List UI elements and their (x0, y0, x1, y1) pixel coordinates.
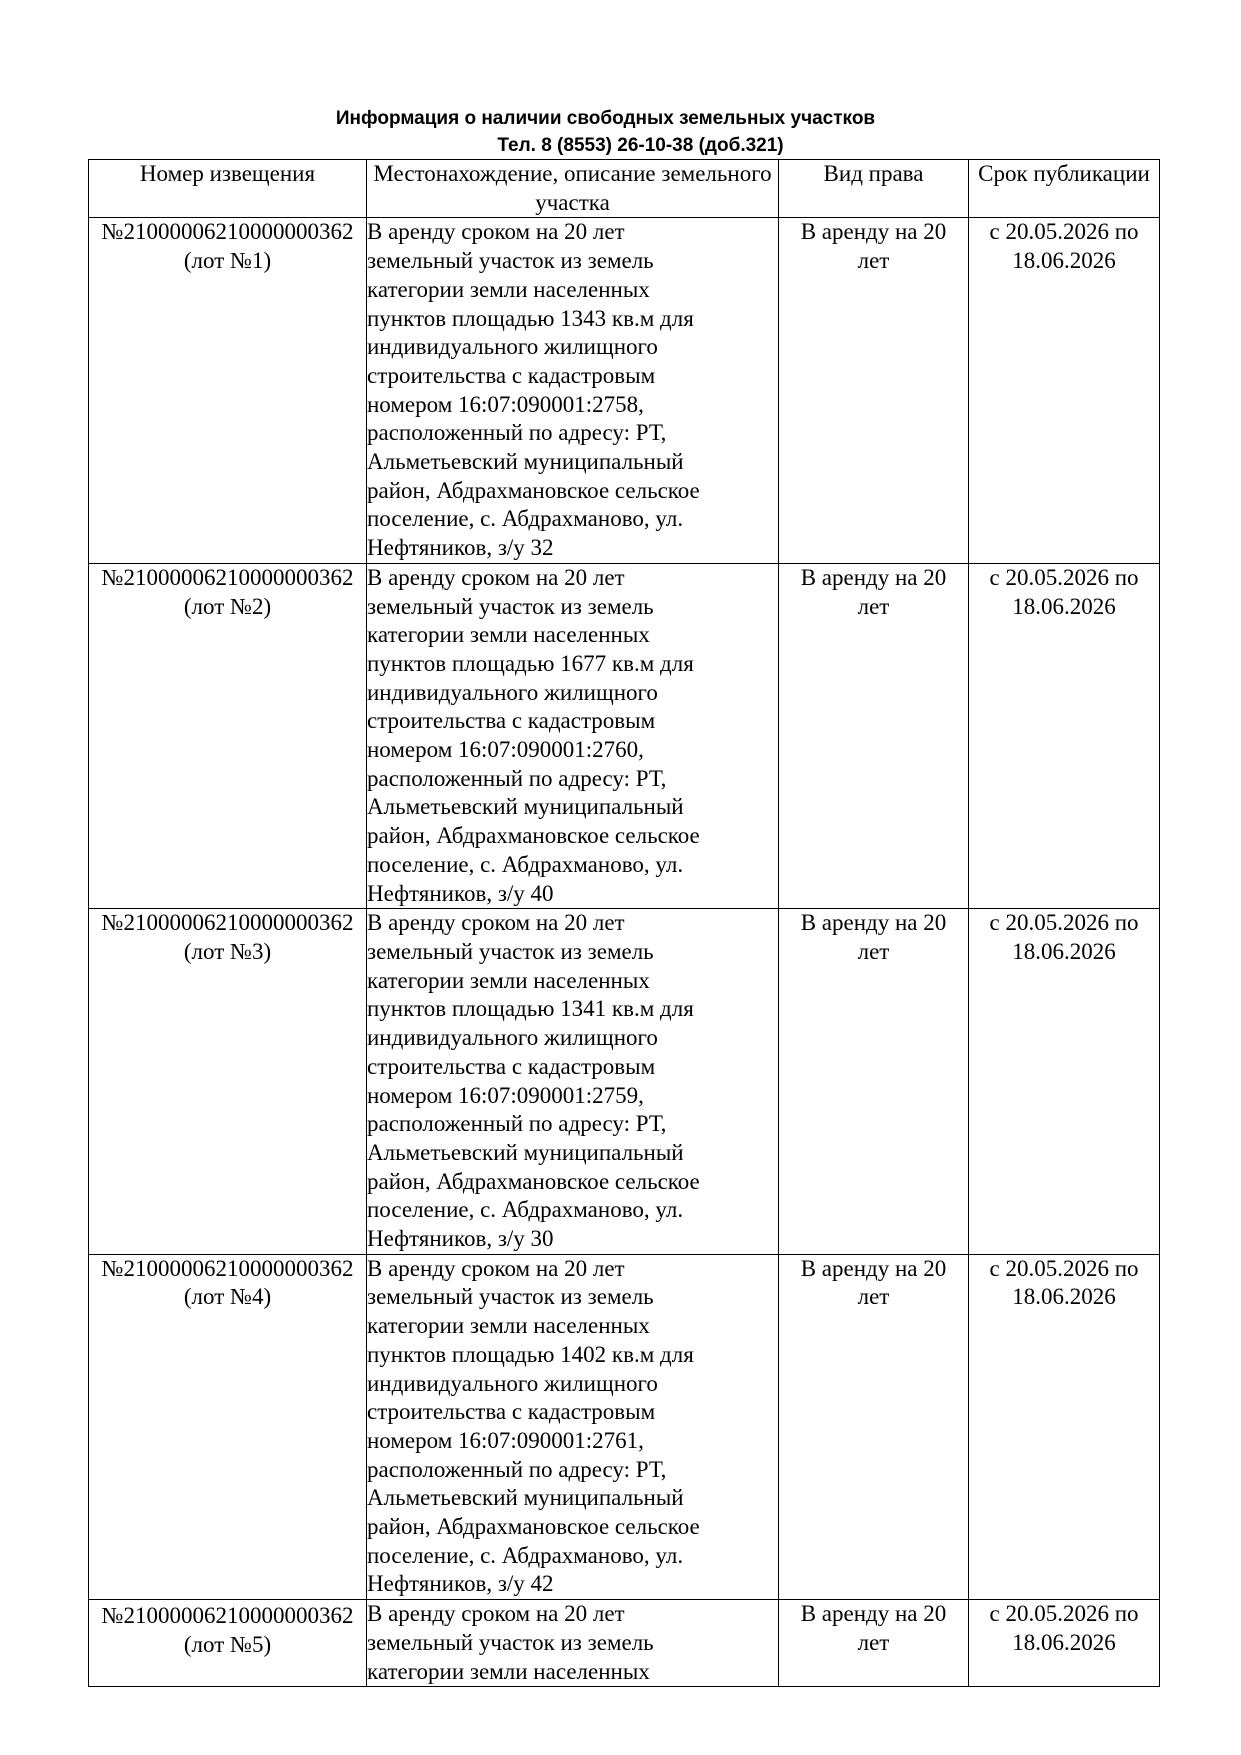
contact-phone: Тел. 8 (8553) 26-10-38 (доб.321) (497, 135, 784, 156)
lot-label: (лот №3) (183, 938, 272, 964)
notice-number-cell (89, 1254, 367, 1599)
lot-label: (лот №4) (183, 1284, 272, 1310)
document-title: Информация о наличии свободных земельных участков (335, 108, 876, 129)
column-header-notice-number: Номер извещения (89, 160, 367, 218)
table-row (89, 1600, 1160, 1687)
lot-label: (лот №2) (183, 593, 272, 619)
land-plots-table (88, 159, 1160, 1687)
publication-period: с 20.05.2026 по 18.06.2026 (969, 1254, 1160, 1599)
table-row (89, 909, 1160, 1254)
column-header-location: Местонахождение, описание земельного участка (367, 160, 779, 218)
table-row (89, 1254, 1160, 1599)
publication-period: с 20.05.2026 по 18.06.2026 (969, 1600, 1160, 1687)
plot-description: В аренду сроком на 20 лет земельный участок из земель категории земли населенных пунктов площадью 1677 кв.м для индивидуального жилищного строительства с кадастровым номером 16:07:090001:2760, расположенный по адресу: РТ, Альметьевский муниципальный район, Абдрахмановское сельское поселение, с. Абдрахманово, ул. Нефтяников, з/у 40 (367, 563, 779, 908)
column-header-right-type: Вид права (779, 160, 969, 218)
document-header (0, 105, 1241, 159)
lot-label: (лот №5) (183, 1631, 272, 1657)
notice-number: №21000006210000000362 (101, 219, 354, 245)
notice-number: №21000006210000000362 (101, 910, 354, 936)
plot-description: В аренду сроком на 20 лет земельный участок из земель категории земли населенных пунктов площадью 1343 кв.м для индивидуального жилищного строительства с кадастровым номером 16:07:090001:2758, расположенный по адресу: РТ, Альметьевский муниципальный район, Абдрахмановское сельское поселение, с. Абдрахманово, ул. Нефтяников, з/у 32 (367, 218, 779, 563)
plot-description: В аренду сроком на 20 лет земельный участок из земель категории земли населенных (367, 1600, 779, 1687)
lot-label: (лот №1) (183, 248, 272, 274)
table-header-row (89, 160, 1160, 218)
publication-period: с 20.05.2026 по 18.06.2026 (969, 563, 1160, 908)
plot-description: В аренду сроком на 20 лет земельный участок из земель категории земли населенных пунктов площадью 1341 кв.м для индивидуального жилищного строительства с кадастровым номером 16:07:090001:2759, расположенный по адресу: РТ, Альметьевский муниципальный район, Абдрахмановское сельское поселение, с. Абдрахманово, ул. Нефтяников, з/у 30 (367, 909, 779, 1254)
table-row (89, 563, 1160, 908)
notice-number: №21000006210000000362 (101, 564, 354, 590)
right-type: В аренду на 20 лет (779, 563, 969, 908)
right-type: В аренду на 20 лет (779, 1254, 969, 1599)
publication-period: с 20.05.2026 по 18.06.2026 (969, 218, 1160, 563)
right-type: В аренду на 20 лет (779, 909, 969, 1254)
notice-number-cell (89, 1600, 367, 1687)
right-type: В аренду на 20 лет (779, 1600, 969, 1687)
notice-number-cell (89, 909, 367, 1254)
notice-number: №21000006210000000362 (101, 1603, 354, 1629)
notice-number-cell (89, 218, 367, 563)
column-header-publication-period: Срок публикации (969, 160, 1160, 218)
notice-number: №21000006210000000362 (101, 1255, 354, 1281)
publication-period: с 20.05.2026 по 18.06.2026 (969, 909, 1160, 1254)
table-row (89, 218, 1160, 563)
notice-number-cell (89, 563, 367, 908)
plot-description: В аренду сроком на 20 лет земельный участок из земель категории земли населенных пунктов площадью 1402 кв.м для индивидуального жилищного строительства с кадастровым номером 16:07:090001:2761, расположенный по адресу: РТ, Альметьевский муниципальный район, Абдрахмановское сельское поселение, с. Абдрахманово, ул. Нефтяников, з/у 42 (367, 1254, 779, 1599)
right-type: В аренду на 20 лет (779, 218, 969, 563)
